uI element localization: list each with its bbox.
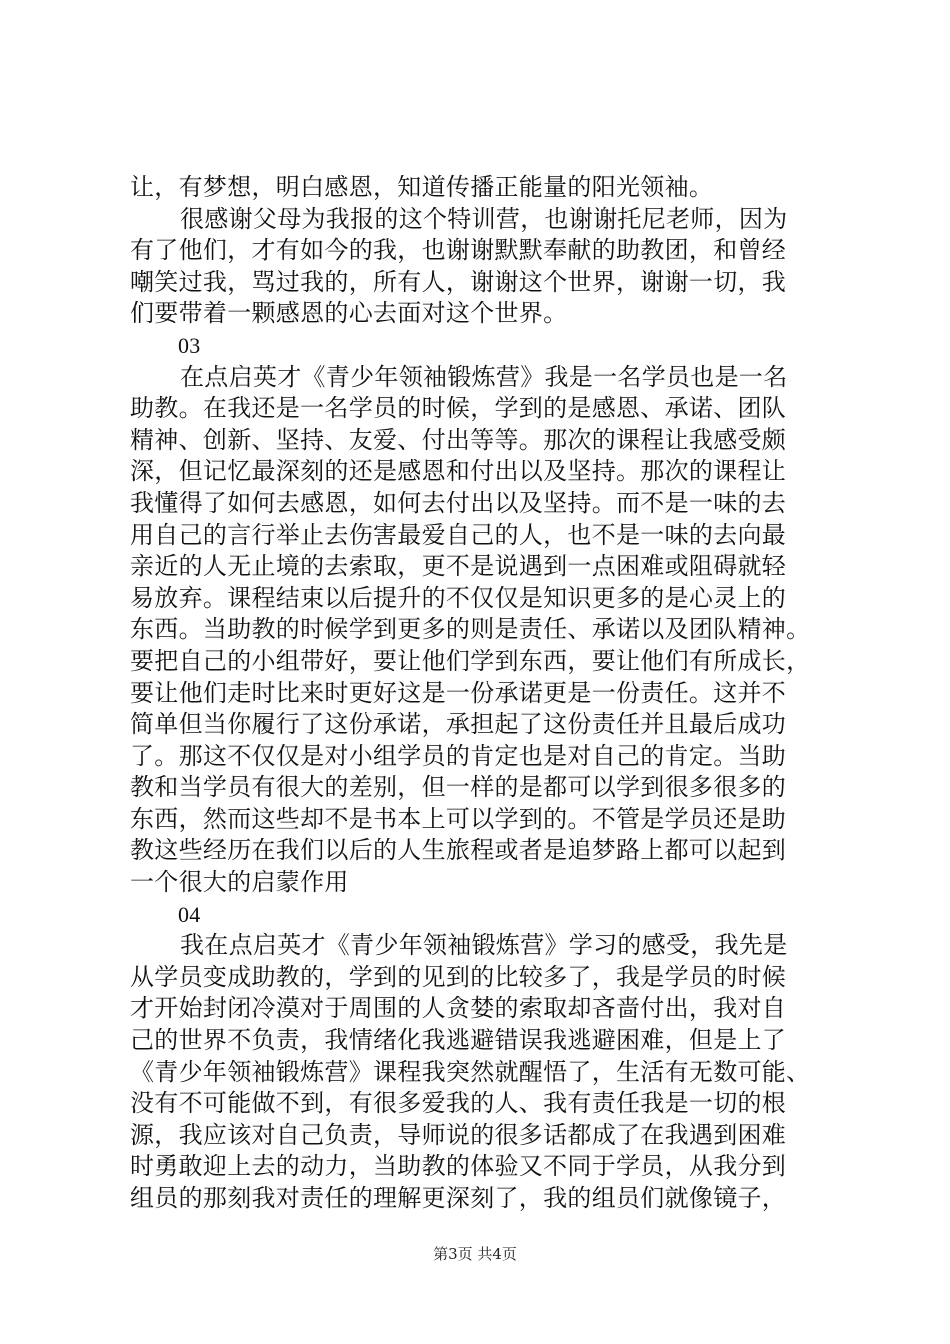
text-line: 才开始封闭冷漠对于周围的人贪婪的索取却吝啬付出，我对自 xyxy=(130,994,787,1023)
text-line: 深，但记忆最深刻的还是感恩和付出以及坚持。那次的课程让 xyxy=(130,457,787,486)
text-line: 们要带着一颗感恩的心去面对这个世界。 xyxy=(130,299,568,328)
page-footer: 第3页 共4页 xyxy=(433,1245,517,1263)
text-line: 教这些经历在我们以后的人生旅程或者是追梦路上都可以起到 xyxy=(130,836,787,865)
text-line: 用自己的言行举止去伤害最爱自己的人，也不是一味的去向最 xyxy=(130,520,787,549)
text-line: 《青少年领袖锻炼营》课程我突然就醒悟了，生活有无数可能、 xyxy=(130,1057,811,1086)
text-line: 了。那这不仅仅是对小组学员的肯定也是对自己的肯定。当助 xyxy=(130,741,787,770)
text-line: 很感谢父母为我报的这个特训营，也谢谢托尼老师，因为 xyxy=(180,204,788,233)
text-line: 亲近的人无止境的去索取，更不是说遇到一点困难或阻碍就轻 xyxy=(130,552,787,581)
text-line: 从学员变成助教的，学到的见到的比较多了，我是学员的时候 xyxy=(130,962,787,991)
text-line: 东西。当助教的时候学到更多的则是责任、承诺以及团队精神。 xyxy=(130,615,811,644)
text-line: 组员的那刻我对责任的理解更深刻了，我的组员们就像镜子， xyxy=(130,1184,787,1212)
text-line: 助教。在我还是一名学员的时候，学到的是感恩、承诺、团队 xyxy=(130,394,787,423)
text-line: 让，有梦想，明白感恩，知道传播正能量的阳光领袖。 xyxy=(130,173,714,201)
text-line: 精神、创新、坚持、友爱、付出等等。那次的课程让我感受颇 xyxy=(130,425,787,454)
text-line: 教和当学员有很大的差别，但一样的是都可以学到很多很多的 xyxy=(130,773,787,802)
text-line: 东西，然而这些却不是书本上可以学到的。不管是学员还是助 xyxy=(130,804,787,833)
text-line: 要让他们走时比来时更好这是一份承诺更是一份责任。这并不 xyxy=(130,678,787,707)
text-line: 有了他们，才有如今的我，也谢谢默默奉献的助教团，和曾经 xyxy=(130,236,787,265)
document-body xyxy=(130,172,830,1215)
text-line: 一个很大的启蒙作用 xyxy=(130,868,349,897)
text-line: 嘲笑过我，骂过我的，所有人，谢谢这个世界，谢谢一切，我 xyxy=(130,267,787,296)
text-line: 易放弃。课程结束以后提升的不仅仅是知识更多的是心灵上的 xyxy=(130,583,787,612)
section-number: 04 xyxy=(178,901,201,927)
text-line: 己的世界不负责，我情绪化我逃避错误我逃避困难，但是上了 xyxy=(130,1026,787,1055)
text-line: 没有不可能做不到，有很多爱我的人、我有责任我是一切的根 xyxy=(130,1089,787,1118)
text-line: 我懂得了如何去感恩，如何去付出以及坚持。而不是一味的去 xyxy=(130,488,787,517)
text-line: 我在点启英才《青少年领袖锻炼营》学习的感受，我先是 xyxy=(180,931,788,960)
section-number: 03 xyxy=(178,332,201,358)
text-line: 简单但当你履行了这份承诺，承担起了这份责任并且最后成功 xyxy=(130,710,787,739)
text-line: 源，我应该对自己负责，导师说的很多话都成了在我遇到困难 xyxy=(130,1120,787,1149)
text-line: 在点启英才《青少年领袖锻炼营》我是一名学员也是一名 xyxy=(180,362,788,391)
text-line: 时勇敢迎上去的动力，当助教的体验又不同于学员，从我分到 xyxy=(130,1152,787,1181)
text-line: 要把自己的小组带好，要让他们学到东西，要让他们有所成长， xyxy=(130,646,811,675)
